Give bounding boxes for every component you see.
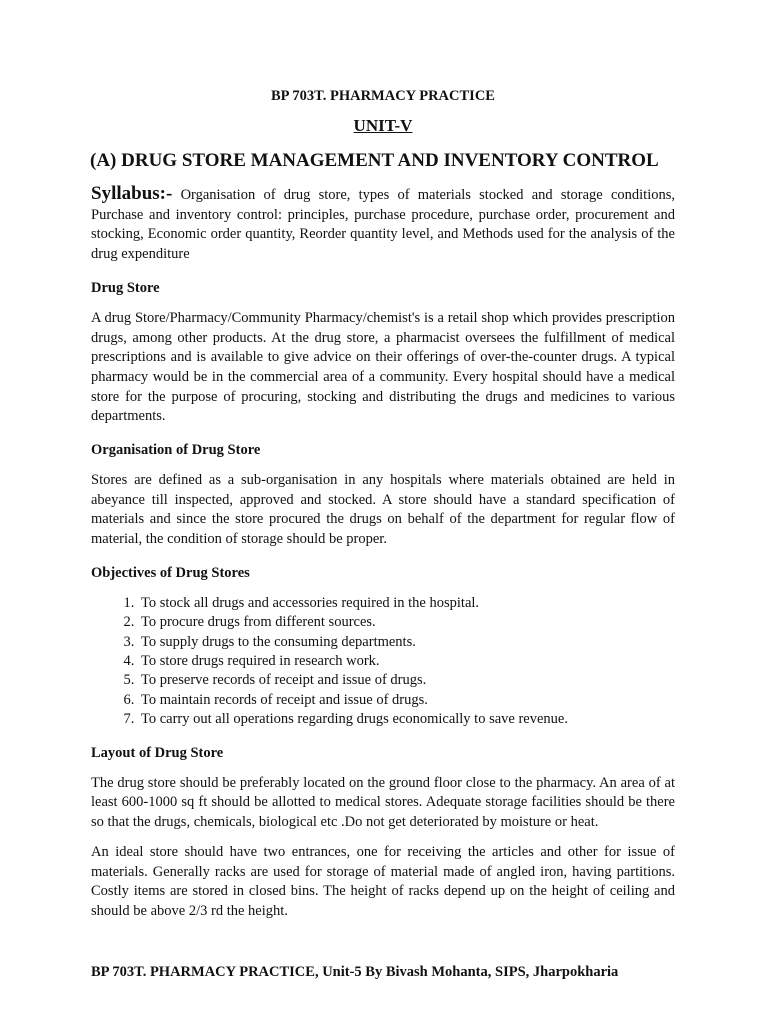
list-item: 1. To stock all drugs and accessories required in the hospital. xyxy=(138,594,675,613)
list-item: 3. To supply drugs to the consuming departments. xyxy=(138,633,675,652)
list-item: 6. To maintain records of receipt and issue of drugs. xyxy=(138,691,675,710)
syllabus-text: Organisation of drug store, types of materials stocked and storage conditions, Purchase and inventory control: principles, purchase procedure, purchase order, procurement and stocking, Economic order quantity, Reorder quantity level, and Methods used for the analysis of the drug expenditure xyxy=(91,187,676,263)
list-item: 4. To store drugs required in research work. xyxy=(138,652,675,671)
organisation-paragraph: Stores are defined as a sub-organisation in any hospitals where materials obtained are held in abeyance till inspected, approved and stocked. A store should have a standard specification of materials and since the store procured the drugs on behalf of the department for regular flow of material, the condition of storage should be proper. xyxy=(91,472,675,548)
organisation-heading: Organisation of Drug Store xyxy=(91,442,261,459)
list-item: 5. To preserve records of receipt and issue of drugs. xyxy=(138,671,675,690)
syllabus-paragraph xyxy=(91,184,675,265)
layout-paragraph-2: An ideal store should have two entrances, one for receiving the articles and other for issue of materials. Generally racks are used for storage of material made of angled iron, having partitions. Costly items are stored in closed bins. The height of racks depend up on the height of ceiling and should be above 2/3 rd the height. xyxy=(91,843,675,919)
page-footer: BP 703T. PHARMACY PRACTICE, Unit-5 By Bivash Mohanta, SIPS, Jharpokharia xyxy=(91,964,619,980)
drug-store-paragraph: A drug Store/Pharmacy/Community Pharmacy/chemist's is a retail shop which provides prescription drugs, among other products. At the drug store, a pharmacist oversees the fulfillment of medical prescriptions and is available to give advice on their offerings of over-the-counter drugs. A typical pharmacy would be in the commercial area of a community. Every hospital should have a medical store for the purpose of procuring, stocking and distributing the drugs and medicines to various departments. xyxy=(91,309,675,425)
objectives-list xyxy=(91,594,675,730)
document-page xyxy=(91,84,675,922)
objectives-heading: Objectives of Drug Stores xyxy=(91,564,250,581)
list-item: 2. To procure drugs from different sources. xyxy=(138,613,675,632)
layout-paragraph-1: The drug store should be preferably located on the ground floor close to the pharmacy. An area of at least 600-1000 sq ft should be allotted to medical stores. Adequate storage facilities should be there so that the drugs, chemicals, biological etc .Do not get deteriorated by moisture or heat. xyxy=(91,774,675,831)
list-item: 7. To carry out all operations regarding drugs economically to save revenue. xyxy=(138,710,675,729)
layout-heading: Layout of Drug Store xyxy=(91,744,224,761)
course-title: BP 703T. PHARMACY PRACTICE xyxy=(271,88,495,104)
unit-title: UNIT-V xyxy=(353,116,413,135)
main-heading: (A) DRUG STORE MANAGEMENT AND INVENTORY CONTROL xyxy=(90,150,659,171)
syllabus-label: Syllabus:- xyxy=(91,183,173,204)
drug-store-heading: Drug Store xyxy=(91,279,160,296)
